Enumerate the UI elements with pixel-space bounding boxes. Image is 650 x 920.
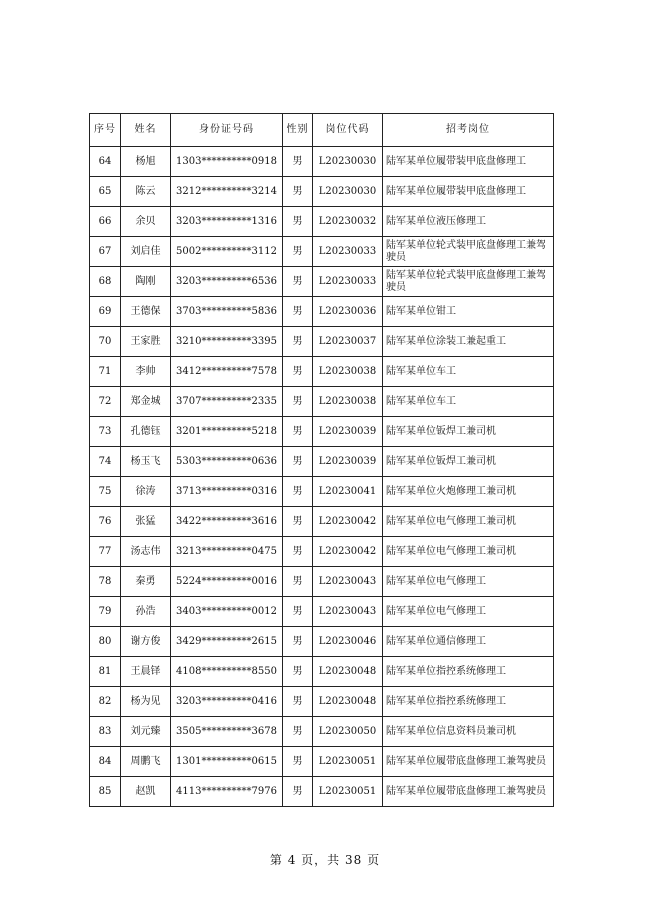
- table-row: [90, 267, 554, 297]
- cell-index: 68: [90, 267, 121, 297]
- table-row: [90, 717, 554, 747]
- header-post-code: 岗位代码: [313, 114, 383, 147]
- cell-name: 赵凯: [121, 777, 171, 807]
- cell-gender: 男: [283, 237, 313, 267]
- cell-index: 66: [90, 207, 121, 237]
- cell-name: 孔德钰: [121, 417, 171, 447]
- cell-post: 陆军某单位电气修理工兼司机: [383, 507, 554, 537]
- cell-id-number: 4113**********7976: [171, 777, 283, 807]
- cell-index: 79: [90, 597, 121, 627]
- table-row: [90, 357, 554, 387]
- cell-index: 82: [90, 687, 121, 717]
- cell-post-code: L20230043: [313, 597, 383, 627]
- cell-gender: 男: [283, 417, 313, 447]
- cell-post-code: L20230039: [313, 417, 383, 447]
- cell-name: 孙浩: [121, 597, 171, 627]
- cell-gender: 男: [283, 177, 313, 207]
- header-index: 序号: [90, 114, 121, 147]
- cell-post-code: L20230043: [313, 567, 383, 597]
- cell-id-number: 5224**********0016: [171, 567, 283, 597]
- cell-name: 王晨铎: [121, 657, 171, 687]
- cell-id-number: 3703**********5836: [171, 297, 283, 327]
- cell-post-code: L20230042: [313, 537, 383, 567]
- cell-name: 陶刚: [121, 267, 171, 297]
- table-row: [90, 447, 554, 477]
- page-footer: 第 4 页，共 38 页: [269, 853, 381, 867]
- cell-post-code: L20230039: [313, 447, 383, 477]
- table-row: [90, 417, 554, 447]
- cell-gender: 男: [283, 447, 313, 477]
- cell-post-code: L20230038: [313, 387, 383, 417]
- cell-name: 周鹏飞: [121, 747, 171, 777]
- cell-post: 陆军某单位轮式装甲底盘修理工兼驾驶员: [383, 267, 554, 297]
- cell-index: 85: [90, 777, 121, 807]
- cell-gender: 男: [283, 267, 313, 297]
- cell-index: 69: [90, 297, 121, 327]
- table-row: [90, 747, 554, 777]
- cell-post: 陆军某单位液压修理工: [383, 207, 554, 237]
- cell-post-code: L20230030: [313, 147, 383, 177]
- table-row: [90, 657, 554, 687]
- cell-id-number: 3201**********5218: [171, 417, 283, 447]
- cell-post-code: L20230038: [313, 357, 383, 387]
- cell-name: 王德保: [121, 297, 171, 327]
- table-row: [90, 327, 554, 357]
- cell-post-code: L20230030: [313, 177, 383, 207]
- cell-post: 陆军某单位通信修理工: [383, 627, 554, 657]
- cell-gender: 男: [283, 147, 313, 177]
- cell-index: 75: [90, 477, 121, 507]
- cell-post: 陆军某单位履带装甲底盘修理工: [383, 177, 554, 207]
- cell-gender: 男: [283, 717, 313, 747]
- cell-post: 陆军某单位涂装工兼起重工: [383, 327, 554, 357]
- cell-post: 陆军某单位车工: [383, 357, 554, 387]
- table-row: [90, 177, 554, 207]
- cell-post: 陆军某单位车工: [383, 387, 554, 417]
- cell-gender: 男: [283, 327, 313, 357]
- table-row: [90, 537, 554, 567]
- cell-id-number: 5002**********3112: [171, 237, 283, 267]
- table-row: [90, 237, 554, 267]
- cell-gender: 男: [283, 747, 313, 777]
- cell-name: 谢方俊: [121, 627, 171, 657]
- cell-post: 陆军某单位轮式装甲底盘修理工兼驾驶员: [383, 237, 554, 267]
- cell-post: 陆军某单位电气修理工: [383, 567, 554, 597]
- cell-post-code: L20230048: [313, 657, 383, 687]
- cell-name: 汤志伟: [121, 537, 171, 567]
- cell-id-number: 3403**********0012: [171, 597, 283, 627]
- cell-post-code: L20230032: [313, 207, 383, 237]
- cell-name: 刘元臻: [121, 717, 171, 747]
- cell-index: 76: [90, 507, 121, 537]
- cell-id-number: 1301**********0615: [171, 747, 283, 777]
- cell-gender: 男: [283, 687, 313, 717]
- table-row: [90, 207, 554, 237]
- cell-index: 67: [90, 237, 121, 267]
- cell-post-code: L20230042: [313, 507, 383, 537]
- table-row: [90, 387, 554, 417]
- header-name: 姓名: [121, 114, 171, 147]
- cell-name: 杨为见: [121, 687, 171, 717]
- cell-post: 陆军某单位火炮修理工兼司机: [383, 477, 554, 507]
- cell-name: 刘启佳: [121, 237, 171, 267]
- cell-id-number: 3203**********1316: [171, 207, 283, 237]
- cell-post-code: L20230050: [313, 717, 383, 747]
- cell-index: 73: [90, 417, 121, 447]
- cell-index: 65: [90, 177, 121, 207]
- cell-index: 83: [90, 717, 121, 747]
- cell-post: 陆军某单位电气修理工兼司机: [383, 537, 554, 567]
- table-row: [90, 507, 554, 537]
- cell-index: 74: [90, 447, 121, 477]
- cell-gender: 男: [283, 567, 313, 597]
- cell-id-number: 3213**********0475: [171, 537, 283, 567]
- cell-post-code: L20230036: [313, 297, 383, 327]
- table-row: [90, 567, 554, 597]
- header-post: 招考岗位: [383, 114, 554, 147]
- cell-id-number: 1303**********0918: [171, 147, 283, 177]
- table-row: [90, 597, 554, 627]
- cell-id-number: 3212**********3214: [171, 177, 283, 207]
- cell-name: 王家胜: [121, 327, 171, 357]
- table-row: [90, 627, 554, 657]
- cell-post-code: L20230033: [313, 267, 383, 297]
- cell-name: 陈云: [121, 177, 171, 207]
- cell-gender: 男: [283, 297, 313, 327]
- cell-index: 84: [90, 747, 121, 777]
- cell-index: 70: [90, 327, 121, 357]
- cell-gender: 男: [283, 627, 313, 657]
- cell-name: 秦勇: [121, 567, 171, 597]
- cell-post-code: L20230046: [313, 627, 383, 657]
- cell-post-code: L20230033: [313, 237, 383, 267]
- table-row: [90, 777, 554, 807]
- header-gender: 性别: [283, 114, 313, 147]
- cell-id-number: 3412**********7578: [171, 357, 283, 387]
- cell-name: 徐涛: [121, 477, 171, 507]
- cell-name: 郑金城: [121, 387, 171, 417]
- cell-gender: 男: [283, 597, 313, 627]
- cell-name: 张猛: [121, 507, 171, 537]
- cell-gender: 男: [283, 477, 313, 507]
- cell-id-number: 3203**********6536: [171, 267, 283, 297]
- cell-name: 余贝: [121, 207, 171, 237]
- roster-table: [89, 113, 554, 807]
- cell-index: 80: [90, 627, 121, 657]
- header-row: [90, 114, 554, 147]
- cell-id-number: 3203**********0416: [171, 687, 283, 717]
- cell-gender: 男: [283, 207, 313, 237]
- cell-index: 64: [90, 147, 121, 177]
- cell-name: 杨玉飞: [121, 447, 171, 477]
- cell-gender: 男: [283, 357, 313, 387]
- cell-gender: 男: [283, 537, 313, 567]
- cell-post: 陆军某单位履带底盘修理工兼驾驶员: [383, 747, 554, 777]
- cell-post: 陆军某单位履带装甲底盘修理工: [383, 147, 554, 177]
- cell-post: 陆军某单位钳工: [383, 297, 554, 327]
- cell-post: 陆军某单位钣焊工兼司机: [383, 417, 554, 447]
- cell-id-number: 4108**********8550: [171, 657, 283, 687]
- cell-post: 陆军某单位钣焊工兼司机: [383, 447, 554, 477]
- cell-post-code: L20230051: [313, 777, 383, 807]
- cell-gender: 男: [283, 657, 313, 687]
- cell-post-code: L20230051: [313, 747, 383, 777]
- table-row: [90, 477, 554, 507]
- cell-id-number: 3505**********3678: [171, 717, 283, 747]
- cell-post: 陆军某单位电气修理工: [383, 597, 554, 627]
- cell-index: 71: [90, 357, 121, 387]
- cell-name: 李帅: [121, 357, 171, 387]
- cell-post: 陆军某单位指控系统修理工: [383, 687, 554, 717]
- cell-gender: 男: [283, 507, 313, 537]
- cell-id-number: 3210**********3395: [171, 327, 283, 357]
- cell-post: 陆军某单位指控系统修理工: [383, 657, 554, 687]
- cell-id-number: 3422**********3616: [171, 507, 283, 537]
- cell-name: 杨旭: [121, 147, 171, 177]
- table-row: [90, 147, 554, 177]
- cell-index: 72: [90, 387, 121, 417]
- table-row: [90, 687, 554, 717]
- cell-post: 陆军某单位履带底盘修理工兼驾驶员: [383, 777, 554, 807]
- cell-post-code: L20230041: [313, 477, 383, 507]
- table-row: [90, 297, 554, 327]
- cell-id-number: 3707**********2335: [171, 387, 283, 417]
- cell-gender: 男: [283, 777, 313, 807]
- cell-gender: 男: [283, 387, 313, 417]
- header-id-number: 身份证号码: [171, 114, 283, 147]
- cell-index: 77: [90, 537, 121, 567]
- cell-id-number: 3429**********2615: [171, 627, 283, 657]
- cell-post-code: L20230048: [313, 687, 383, 717]
- cell-id-number: 3713**********0316: [171, 477, 283, 507]
- cell-post: 陆军某单位信息资料员兼司机: [383, 717, 554, 747]
- cell-id-number: 5303**********0636: [171, 447, 283, 477]
- cell-post-code: L20230037: [313, 327, 383, 357]
- cell-index: 81: [90, 657, 121, 687]
- cell-index: 78: [90, 567, 121, 597]
